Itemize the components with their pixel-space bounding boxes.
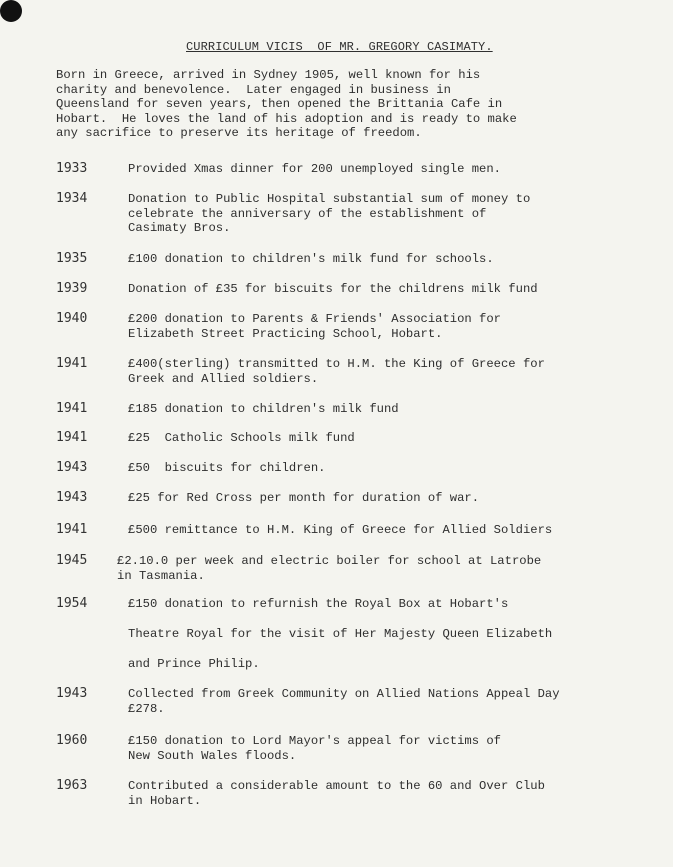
intro-paragraph (56, 68, 646, 141)
entry-year: 1943 (56, 686, 88, 701)
entry-text (128, 357, 668, 386)
entry-text (128, 779, 668, 808)
entry-year: 1963 (56, 778, 88, 793)
entry-text (128, 162, 668, 177)
entry-year: 1943 (56, 460, 88, 475)
entry-line: £400(sterling) transmitted to H.M. the King of Greece for (128, 357, 545, 371)
entry-line: Contributed a considerable amount to the 60 and Over Club (128, 779, 545, 793)
entry-line: in Hobart. (128, 793, 202, 808)
entry-line: £100 donation to children's milk fund for schools. (128, 252, 494, 266)
entry-line: £200 donation to Parents & Friends' Association for (128, 312, 501, 326)
entry-text (128, 192, 668, 236)
entry-year: 1934 (56, 191, 88, 206)
entry-text (128, 523, 668, 538)
intro-line: Hobart. He loves the land of his adoption and is ready to make (56, 111, 517, 126)
entry-year: 1943 (56, 490, 88, 505)
entry-line: £25 Catholic Schools milk fund (128, 431, 355, 445)
intro-line: Born in Greece, arrived in Sydney 1905, well known for his (56, 68, 481, 82)
entry-year: 1935 (56, 251, 88, 266)
entry-line: Greek and Allied soldiers. (128, 371, 319, 386)
entry-year: 1941 (56, 522, 88, 537)
entry-line: in Tasmania. (117, 568, 205, 583)
entry-text (128, 252, 668, 267)
entry-line: New South Wales floods. (128, 748, 297, 763)
intro-line: any sacrifice to preserve its heritage of freedom. (56, 126, 422, 140)
entry-line: £185 donation to children's milk fund (128, 402, 399, 416)
entry-text (128, 687, 668, 716)
punch-hole-mark (0, 0, 22, 22)
entry-line: Donation of £35 for biscuits for the childrens milk fund (128, 282, 538, 296)
entry-line: Theatre Royal for the visit of Her Majesty Queen Elizabeth (128, 627, 553, 641)
entry-year: 1945 (56, 553, 88, 568)
entry-year: 1960 (56, 733, 88, 748)
entry-line: £25 for Red Cross per month for duration of war. (128, 491, 480, 505)
entry-line: Casimaty Bros. (128, 221, 231, 235)
intro-line: Queensland for seven years, then opened the Brittania Cafe in (56, 97, 503, 111)
intro-line: charity and benevolence. Later engaged in business in (56, 82, 451, 97)
entry-line: and Prince Philip. (128, 657, 260, 671)
entry-line: £150 donation to refurnish the Royal Box at Hobart's (128, 597, 509, 611)
entry-text (128, 431, 668, 446)
entry-line: £2.10.0 per week and electric boiler for school at Latrobe (117, 554, 542, 568)
entry-text (128, 312, 668, 341)
entry-year: 1940 (56, 311, 88, 326)
document-title: CURRICULUM VICIS OF MR. GREGORY CASIMATY. (186, 40, 493, 54)
entry-text (128, 282, 668, 297)
entry-year: 1941 (56, 356, 88, 371)
entry-text (128, 402, 668, 417)
entry-text (128, 734, 668, 763)
entry-text (128, 589, 668, 679)
entry-year: 1941 (56, 401, 88, 416)
entry-year: 1933 (56, 161, 88, 176)
entry-text (128, 461, 668, 476)
entry-line: £150 donation to Lord Mayor's appeal for victims of (128, 734, 501, 748)
entry-line: £278. (128, 701, 165, 716)
entry-year: 1941 (56, 430, 88, 445)
entry-year: 1939 (56, 281, 88, 296)
entry-line: Elizabeth Street Practicing School, Hobart. (128, 326, 443, 341)
entry-text (117, 554, 657, 583)
entry-line: Donation to Public Hospital substantial sum of money to (128, 192, 531, 206)
entry-line: celebrate the anniversary of the establishment of (128, 206, 487, 221)
entry-line: £50 biscuits for children. (128, 461, 326, 475)
entry-year: 1954 (56, 596, 88, 611)
entry-line: £500 remittance to H.M. King of Greece for Allied Soldiers (128, 523, 553, 537)
entry-text (128, 491, 668, 506)
entry-line: Provided Xmas dinner for 200 unemployed single men. (128, 162, 501, 176)
entry-line: Collected from Greek Community on Allied Nations Appeal Day (128, 687, 560, 701)
